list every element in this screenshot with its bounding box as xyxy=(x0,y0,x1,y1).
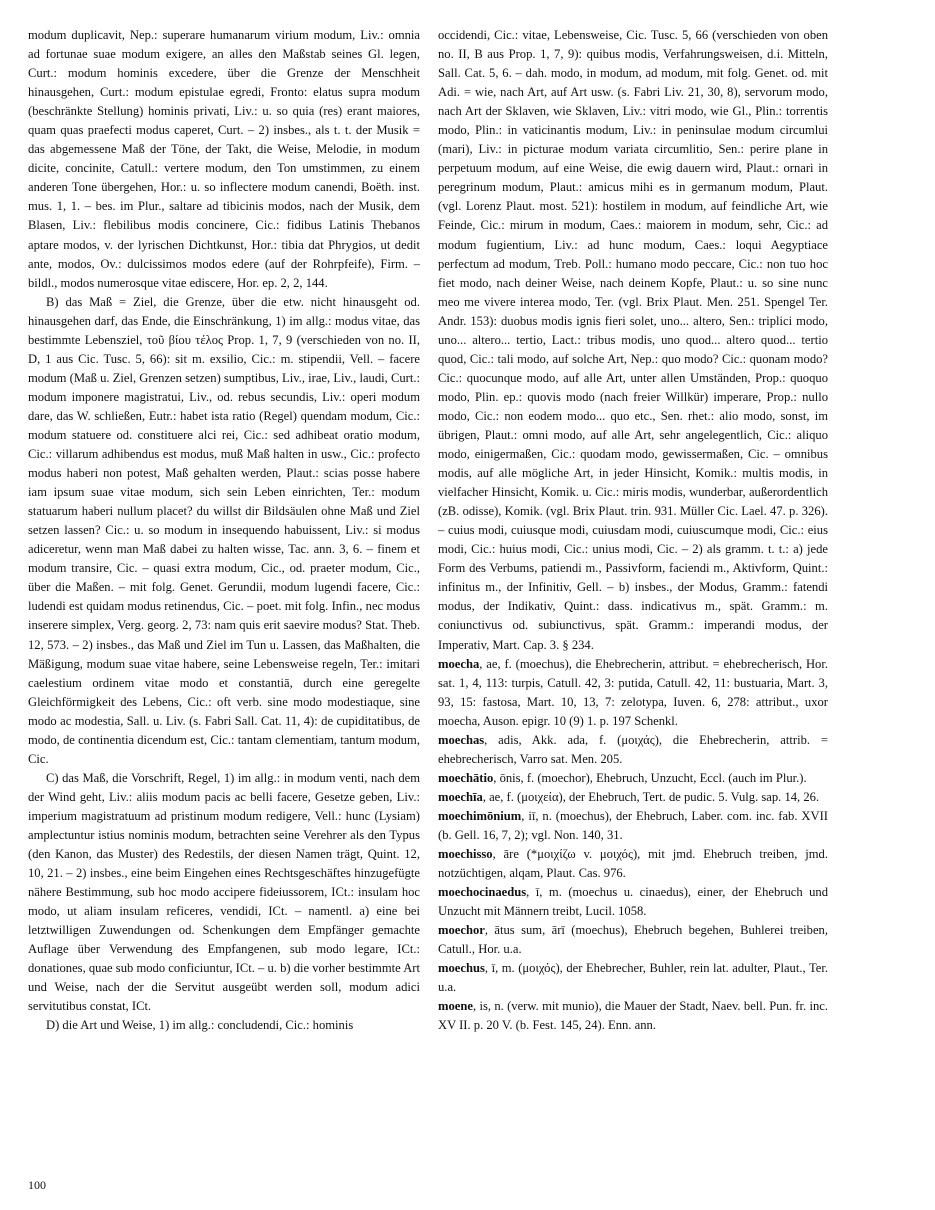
entry-moechatio: moechātio, ōnis, f. (moechor), Ehebruch, Unzucht, Eccl. (auch im Plur.). xyxy=(438,770,807,785)
entry-headword: moechas xyxy=(438,732,485,747)
left-column xyxy=(28,26,420,1035)
page-number: 100 xyxy=(28,1178,46,1192)
entry-headword: moechātio xyxy=(438,770,494,785)
entry-moechocinaedus: moechocinaedus, ī, m. (moechus u. cinaedus), einer, der Ehebruch und Unzucht mit Männern treibt, Lucil. 1058. xyxy=(438,885,828,919)
entry-headword: moechimōnium xyxy=(438,808,522,823)
entry-headword: moechor xyxy=(438,923,485,938)
entry-headword: moene xyxy=(438,999,473,1014)
entry-headword: moechocinaedus xyxy=(438,885,527,900)
entry-moechisso: moechisso, āre (*μοιχίζω v. μοιχός), mit jmd. Ehebruch treiben, jmd. notzüchtigen, alqam, Plaut. Cas. 976. xyxy=(438,847,828,881)
entry-moechor: moechor, ātus sum, ārī (moechus), Ehebruch begehen, Buhlerei treiben, Catull., Hor. u.a. xyxy=(438,923,828,957)
entry-modus-section-d: D) die Art und Weise, 1) im allg.: concludendi, Cic.: hominis xyxy=(46,1018,354,1033)
entry-moechas: moechas, adis, Akk. ada, f. (μοιχάς), die Ehebrecherin, attrib. = ehebrecherisch, Varro sat. Men. 205. xyxy=(438,732,828,766)
entry-moene: moene, is, n. (verw. mit munio), die Mauer der Stadt, Naev. bell. Pun. fr. inc. XV II. p. 20 V. (b. Fest. 145, 24). Enn. ann. xyxy=(438,999,828,1033)
entry-headword: moecha xyxy=(438,656,480,671)
entry-headword: moechus xyxy=(438,961,485,976)
entry-modus-section-b: B) das Maß = Ziel, die Grenze, über die etw. nicht hinausgeht od. hinausgehen darf, das Ende, die Einschränkung, 1) im allg.: modus vitae, das bestimmte Lebensziel, τοῦ βίου τέλος Prop. 1, 7, 9 (verschieden von no. II, D, 1 aus Cic. Tusc. 5, 66): sit m. exsilio, Cic.: m. stipendii, Vell. – facere modum (Maß u. Ziel, Grenzen setzen) sumptibus, Liv., irae, Liv., laudi, Curt.: modum imponere magistratui, Liv., od. rebus secundis, Liv.: operi modum dare, das W. schließen, Eutr.: habet ista ratio (Regel) quendam modum, Cic.: modum statuere od. constituere alci rei, Cic.: sed adhibeat oratio modum, Cic.: villarum adhibendus est modus, muß Maß halten in usw., Cic.: profecto modus haberi non potest, Maß gehalten werden, Plaut.: scias posse habere iam ipsum suae vitae modum, sich sein Leben einrichten, Ter.: modum statuarum haberi nullum placet? du willst dir Bildsäulen ohne Maß und Ziel setzen lassen? Cic.: u. so modum in insequendo habuissent, Liv.: si modus adiceretur, wenn man Maß dabei zu halten wisse, Tac. ann. 3, 6. – finem et modum transire, Cic. – quasi extra modum, Cic., od. praeter modum, Cic., über die Maßen. – mit folg. Genet. Gerundii, modum lugendi facere, Cic.: ludendi est quidam modus retinendus, Cic. – poet. mit folg. Infin., nec modus inserere simplex, Verg. georg. 2, 73: nam quis erit saevire modus? Stat. Theb. 12, 573. – 2) insbes., das Maß und Ziel im Tun u. Lassen, das Maßhalten, die Mäßigung, modum suae vitae habere, seine Lebensweise regeln, Ter.: imitari caelestium ordinem vitae modo et constantiā, durch eine geregelte Gleichförmigkeit des Lebens, Cic.: oft verb. sine modo modestiaque, sine modo ac modestia, Sall. u. Liv. (s. Fabri Sall. Cat. 11, 4): de cupiditatibus, de modo, de continentia dicendum est, Cic.: tantam clementiam, tantum modum, Cic. xyxy=(28,294,420,766)
entry-modus-section-c: C) das Maß, die Vorschrift, Regel, 1) im allg.: in modum venti, nach dem der Wind geht, Liv.: aliis modum pacis ac belli facere, Gesetze geben, Liv.: imperium magistratuum ad pristinum modum redigere, Vell.: hunc (Lysiam) amplectuntur istius nominis modum, betrachten seine Verehrer als den Typus (den Kanon, das Muster) des Redestils, der diesen Namen trägt, Quint. 12, 10, 21. – 2) insbes., eine beim Eingehen eines Rechtsgeschäftes hinzugefügte nähere Bestimmung, sub hoc modo accipere fideiussorem, ICt.: insulam hoc modo, ut aliam insulam reficeres, vendidi, ICt. – namentl. a) eine bei letztwilligen Zuwendungen od. Schenkungen dem Empfänger gemachte Auflage über Verwendung des Empfangenen, sub modo legare, ICt.: donationes, quae sub modo conficiuntur, ICt. – u. b) die vorher bestimmte Art und Weise, nach der die Servitut ausgeübt werden soll, modum adici servitutibus constat, ICt. xyxy=(28,770,420,1014)
entry-headword: moechīa xyxy=(438,789,483,804)
entry-moecha: moecha, ae, f. (moechus), die Ehebrecherin, attribut. = ehebrecherisch, Hor. sat. 1, 4, 113: turpis, Catull. 42, 3: putida, Catull. 42, 11: bustuaria, Mart. 3, 93, 15: fastosa, Mart. 10, 13, 7: zelotypa, Iuven. 6, 278: attribut., uxor moecha, Auson. epigr. 10 (9) 1. p. 197 Schenkl. xyxy=(438,656,828,728)
entry-moechus: moechus, ī, m. (μοιχός), der Ehebrecher, Buhler, rein lat. adulter, Plaut., Ter. u.a. xyxy=(438,961,828,995)
entry-headword: moechisso xyxy=(438,847,493,862)
right-column xyxy=(438,26,828,1035)
entry-moechia: moechīa, ae, f. (μοιχεία), der Ehebruch, Tert. de pudic. 5. Vulg. sap. 14, 26. xyxy=(438,789,820,804)
entry-modus-section-a-continued: modum duplicavit, Nep.: superare humanarum virium modum, Liv.: omnia ad fortunae suae modum exigere, an alles den Maßstab seines Gl. legen, Curt.: modum hominis excedere, über die Grenze der Menschheit hinausgehen, Curt.: modum epistulae egredi, Fronto: elatus supra modum (beschränkte Stellung) hominis privati, Liv.: u. so quia (res) erant maiores, quam quas praefecti modus caperet, Curt. – 2) insbes., als t. t. der Musik = das abgemessene Maß der Töne, der Takt, die Weise, Melodie, in modum dicite, concinite, Catull.: vertere modum, den Ton umstimmen, zu einem anderen Tone übergehen, Hor.: u. so inflectere modum canendi, Boëth. inst. mus. 1, 1. – bes. im Plur., saltare ad tibicinis modos, nach der Musik, dem Blasen, Liv.: flebilibus modis concinere, Cic.: fidibus Latinis Thebanos aptare modos, v. der lyrischen Dichtkunst, Hor.: tibia dat Phrygios, ut dedit ante, modos, Ov.: dulcissimos modos edere (auf der Rohrpfeife), Firm. – bildl., modos numerosque vitae ediscere, Hor. ep. 2, 2, 144. xyxy=(28,28,420,290)
entry-modus-section-d-continued: occidendi, Cic.: vitae, Lebensweise, Cic. Tusc. 5, 66 (verschieden von oben no. II, B aus Prop. 1, 7, 9): quibus modis, Verfahrungsweisen, d.i. Mitteln, Sall. Cat. 5, 6. – dah. modo, in modum, ad modum, mit folg. Genet. od. mit Adi. = wie, nach Art, auf Art usw. (s. Fabri Liv. 21, 30, 8), servorum modo, nach Art der Sklaven, wie Sklaven, Liv.: vitri modo, wie Gl., Plin.: torrentis modo, Plin.: in vaticinantis modum, Liv.: in peninsulae modum circumlui (mari), Liv.: in picturae modum variata circumlitio, Sen.: perire plane in perpetuum modum, auf eine Weise, die ewig dauern wird, Plaut.: ornari in peregrinum modum, Plaut.: amicus mihi es in germanum modum, Plaut. (vgl. Lorenz Plaut. most. 521): hostilem in modum, auf feindliche Art, wie Feinde, Cic.: mirum in modum, Caes.: maiorem in modum, sehr, Cic.: ad modum fugientium, Liv.: ad hunc modum, Caes.: loqui Aegyptiace perfectum ad modum, Treb. Poll.: humano modo peccare, Cic.: non tuo hoc fiet modo, nach deiner Weise, nach deinem Kopfe, Plaut.: u. so sine nunc meo me vivere interea modo, Ter. (vgl. Brix Plaut. Men. 251. Spengel Ter. Andr. 153): duobus modis ignis fieri solet, uno... altero, Sen.: triplici modo, uno... altero... tertio, Lact.: tribus modis, uno quod... altero quod... tertio quod, Cic.: tali modo, auf solche Art, Nep.: quo modo? Cic.: quonam modo? Cic.: quocunque modo, auf alle Art, unter allen Umständen, Prop.: quoquo modo, Plin. ep.: quovis modo (nach freier Willkür) imperare, Prop.: nullo modo, Cic.: non eodem modo... quo etc., Sen. rhet.: alio modo, sonst, im übrigen, Plaut.: omni modo, auf alle Art, sehr angelegentlich, Cic.: aliquo modo, einigermaßen, Cic.: quodam modo, gewissermaßen, Cic. – omnibus modis, auf alle mögliche Art, in jeder Hinsicht, Komik.: multis modis, in vielfacher Hinsicht, Komik. u. Cic.: miris modis, wunderbar, außerordentlich (zB. odisse), Komik. (vgl. Brix Plaut. trin. 931. Müller Cic. Lael. 47. p. 326). – cuius modi, cuiusque modi, cuiusdam modi, cuiuscumque modi, Cic.: eius modi, Cic.: huius modi, Cic.: unius modi, Cic. – 2) als gramm. t. t.: a) jede Form des Verbums, patiendi m., Passivform, faciendi m., Aktivform, Quint.: infinitus m., der Infinitiv, Gell. – b) insbes., der Modus, Gramm.: fatendi modus, der Indikativ, Quint.: dass. indicativus m., spät. Gramm.: m. coniunctivus od. subiunctivus, spät. Gramm.: imperandi modus, der Imperativ, Mart. Cap. 3. § 234. xyxy=(438,28,828,652)
entry-moechimonium: moechimōnium, iī, n. (moechus), der Ehebruch, Laber. com. inc. fab. XVII (b. Gell. 16, 7, 2); vgl. Non. 140, 31. xyxy=(438,808,828,842)
